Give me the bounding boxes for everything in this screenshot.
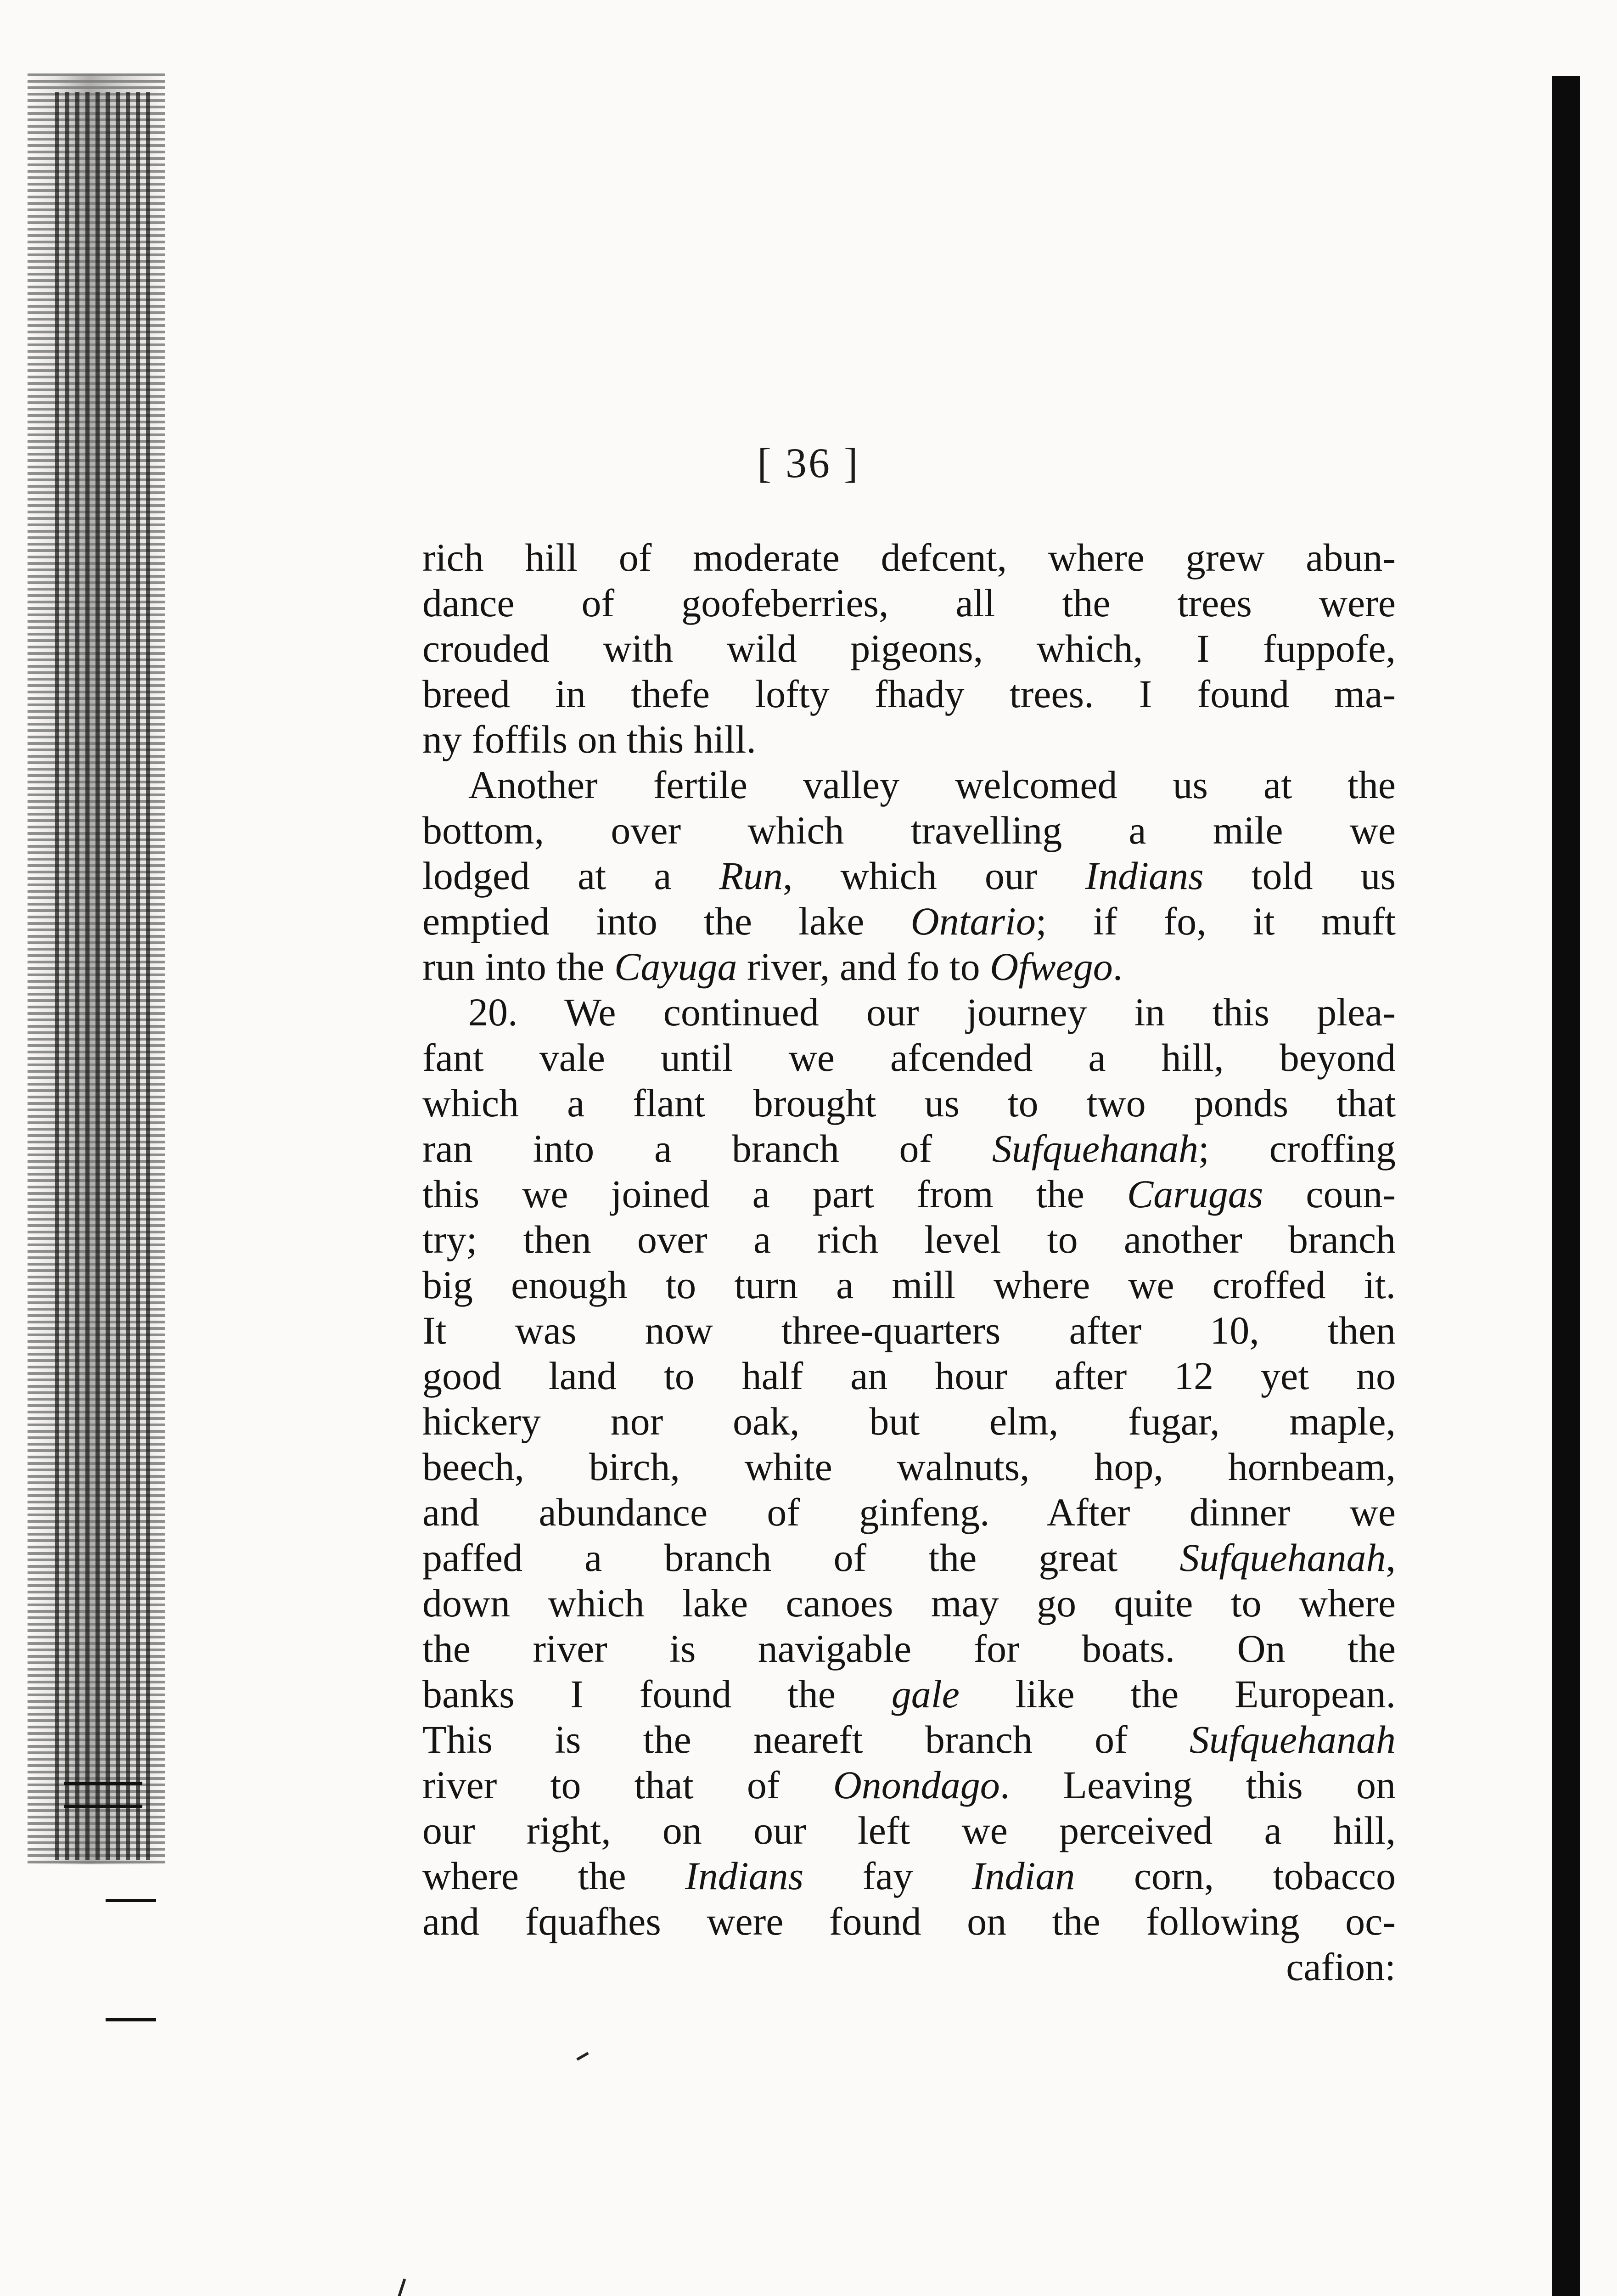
text-segment: It was now three-quarters after 10, then <box>422 1308 1396 1352</box>
text-segment: fay <box>803 1854 972 1898</box>
text-segment: like the European. <box>959 1672 1396 1716</box>
text-line <box>422 1808 1396 1853</box>
text-line <box>422 1353 1396 1399</box>
text-segment: hickery nor oak, but elm, fugar, maple, <box>422 1399 1396 1443</box>
text-segment: . <box>1112 945 1123 989</box>
text-segment: banks I found the <box>422 1672 892 1716</box>
text-segment: corn, tobacco <box>1075 1854 1396 1898</box>
text-segment: cafion: <box>1286 1945 1396 1989</box>
text-segment: ran into a branch of <box>422 1126 992 1171</box>
scan-blemish <box>576 2052 589 2060</box>
text-segment: which a flant brought us to two ponds that <box>422 1081 1396 1125</box>
text-line <box>422 1853 1396 1899</box>
text-segment: and abundance of ginfeng. After dinner we <box>422 1490 1396 1534</box>
text-line <box>422 944 1396 990</box>
text-segment: emptied into the lake <box>422 899 911 943</box>
text-line <box>422 1581 1396 1626</box>
text-segment: where the <box>422 1854 685 1898</box>
text-line <box>422 626 1396 671</box>
text-segment: rich hill of moderate defcent, where grew abun- <box>422 535 1396 580</box>
italic-text-segment: Sufquehanah <box>1189 1717 1396 1761</box>
text-segment: dance of goofeberries, all the trees were <box>422 581 1396 625</box>
text-segment: , which our <box>783 854 1085 898</box>
text-segment: , <box>1386 1536 1396 1580</box>
italic-text-segment: Indian <box>971 1854 1075 1898</box>
text-segment: coun- <box>1263 1172 1396 1216</box>
text-line <box>422 1399 1396 1444</box>
italic-text-segment: Onondago <box>833 1763 1000 1807</box>
text-segment: river, and fo to <box>737 945 990 989</box>
text-segment: crouded with wild pigeons, which, I fuppofe, <box>422 626 1396 670</box>
binding-mark <box>64 1782 142 1785</box>
text-segment: big enough to turn a mill where we croffed it. <box>422 1263 1396 1307</box>
binding-mark <box>64 1805 142 1808</box>
italic-text-segment: Run <box>719 854 783 898</box>
text-line <box>422 580 1396 626</box>
italic-text-segment: Indians <box>685 1854 804 1898</box>
text-line <box>422 990 1396 1035</box>
text-line <box>422 1490 1396 1535</box>
italic-text-segment: Cayuga <box>614 945 737 989</box>
binding-mark <box>106 2018 156 2021</box>
text-segment: This is the neareft branch of <box>422 1717 1190 1761</box>
text-segment: breed in thefe lofty fhady trees. I found ma- <box>422 672 1396 716</box>
text-line <box>422 1671 1396 1717</box>
text-line <box>422 671 1396 717</box>
scanned-binding-edge-right <box>1552 76 1580 2296</box>
italic-text-segment: Ontario <box>910 899 1036 943</box>
text-segment: Another fertile valley welcomed us at the <box>468 763 1396 807</box>
text-segment: bottom, over which travelling a mile we <box>422 808 1396 852</box>
text-segment: told us <box>1203 854 1396 898</box>
text-line <box>422 1944 1396 1990</box>
text-line <box>422 762 1396 808</box>
italic-text-segment: Sufquehanah <box>992 1126 1198 1171</box>
text-segment: try; then over a rich level to another branch <box>422 1217 1396 1261</box>
text-line <box>422 1217 1396 1262</box>
text-line <box>422 1080 1396 1126</box>
text-line <box>422 853 1396 899</box>
text-line <box>422 1262 1396 1308</box>
italic-text-segment: Sufquehanah <box>1179 1536 1386 1580</box>
body-text <box>422 535 1396 1990</box>
text-segment: ny foffils on this hill. <box>422 717 757 761</box>
italic-text-segment: Ofwego <box>990 945 1113 989</box>
text-segment: and fquafhes were found on the following oc- <box>422 1899 1396 1943</box>
text-segment: fant vale until we afcended a hill, beyond <box>422 1035 1396 1080</box>
text-segment: ; croffing <box>1198 1126 1396 1171</box>
text-segment: the river is navigable for boats. On the <box>422 1626 1396 1671</box>
scan-blemish <box>387 2279 406 2296</box>
text-segment: lodged at a <box>422 854 719 898</box>
text-line <box>422 1308 1396 1353</box>
text-segment: . Leaving this on <box>999 1763 1396 1807</box>
text-line <box>422 1171 1396 1217</box>
text-line <box>422 1444 1396 1490</box>
text-segment: our right, on our left we perceived a hill, <box>422 1808 1396 1852</box>
page-number: [ 36 ] <box>757 439 860 486</box>
text-line <box>422 1535 1396 1581</box>
text-line <box>422 717 1396 762</box>
text-line <box>422 808 1396 853</box>
italic-text-segment: Indians <box>1085 854 1204 898</box>
text-segment: paffed a branch of the great <box>422 1536 1180 1580</box>
text-line <box>422 1717 1396 1762</box>
text-segment: 20. We continued our journey in this plea- <box>468 990 1396 1034</box>
text-segment: good land to half an hour after 12 yet no <box>422 1354 1396 1398</box>
text-line <box>422 1626 1396 1671</box>
italic-text-segment: gale <box>891 1672 960 1716</box>
text-line <box>422 1899 1396 1944</box>
text-line <box>422 899 1396 944</box>
italic-text-segment: Carugas <box>1127 1172 1263 1216</box>
text-segment: this we joined a part from the <box>422 1172 1127 1216</box>
binding-mark <box>106 1899 156 1902</box>
text-segment: ; if fo, it muft <box>1035 899 1396 943</box>
text-segment: river to that of <box>422 1763 833 1807</box>
text-line <box>422 1126 1396 1171</box>
text-segment: beech, birch, white walnuts, hop, hornbeam, <box>422 1445 1396 1489</box>
text-segment: down which lake canoes may go quite to where <box>422 1581 1396 1625</box>
text-line <box>422 1035 1396 1080</box>
scanned-binding-shadow-left <box>55 92 152 1860</box>
text-segment: run into the <box>422 945 614 989</box>
text-line <box>422 1762 1396 1808</box>
text-line <box>422 535 1396 580</box>
